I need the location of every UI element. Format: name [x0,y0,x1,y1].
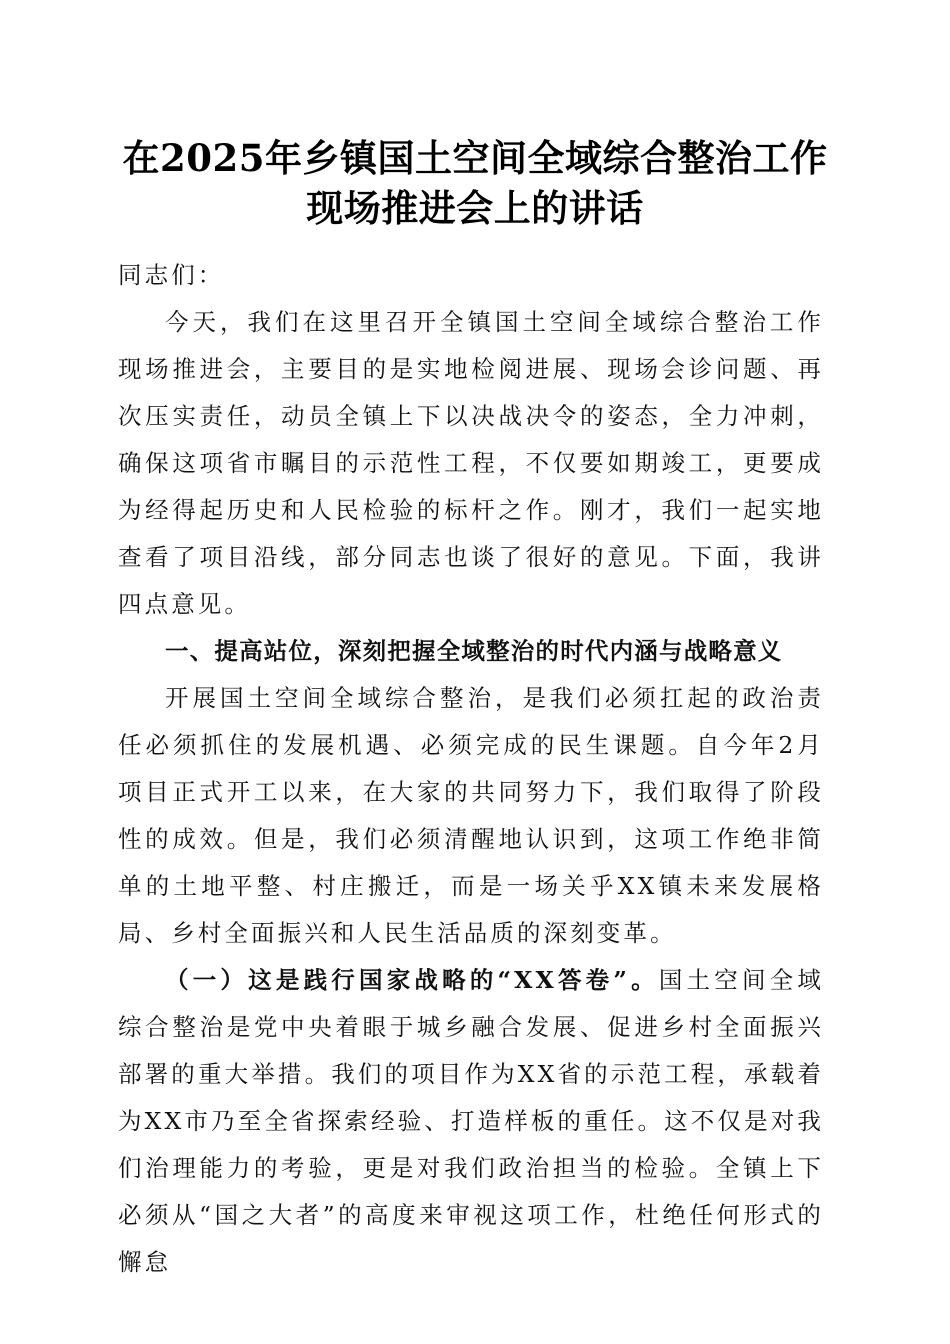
section-heading-1: 一、提高站位，深刻把握全域整治的时代内涵与战略意义 [165,637,783,665]
intro-paragraph: 今天，我们在这里召开全镇国土空间全域综合整治工作现场推进会，主要目的是实地检阅进展、现场会诊问题、再次压实责任，动员全镇上下以决战决令的姿态，全力冲刺，确保这项省市瞩目的示范性工程，不仅要如期竣工，更要成为经得起历史和人民检验的标杆之作。刚才，我们一起实地查看了项目沿线，部分同志也谈了很好的意见。下面，我讲四点意见。 [118,308,824,618]
section-1-paragraph: 开展国土空间全域综合整治，是我们必须扛起的政治责任必须抓住的发展机遇、必须完成的民生课题。自今年2月项目正式开工以来，在大家的共同努力下，我们取得了阶段性的成效。但是，我们必须清醒地认识到，这项工作绝非简单的土地平整、村庄搬迁，而是一场关乎XX镇未来发展格局、乡村全面振兴和人民生活品质的深刻变革。 [118,684,824,947]
salutation: 同志们： [118,261,225,289]
document-title: 在2025年乡镇国土空间全域综合整治工作现场推进会上的讲话 [122,136,828,230]
subsection-1-paragraph [118,957,824,1286]
subsection-1-lead: （一）这是践行国家战略的“XX答卷”。 [165,966,659,994]
subsection-1-text: 国土空间全域综合整治是党中央着眼于城乡融合发展、促进乡村全面振兴部署的重大举措。我们的项目作为XX省的示范工程，承载着为XX市乃至全省探索经验、打造样板的重任。这不仅是对我们治理能力的考验，更是对我们政治担当的检验。全镇上下必须从“国之大者”的高度来审视这项工作，杜绝任何形式的懈怠 [118,966,824,1276]
document-body [118,252,824,1286]
